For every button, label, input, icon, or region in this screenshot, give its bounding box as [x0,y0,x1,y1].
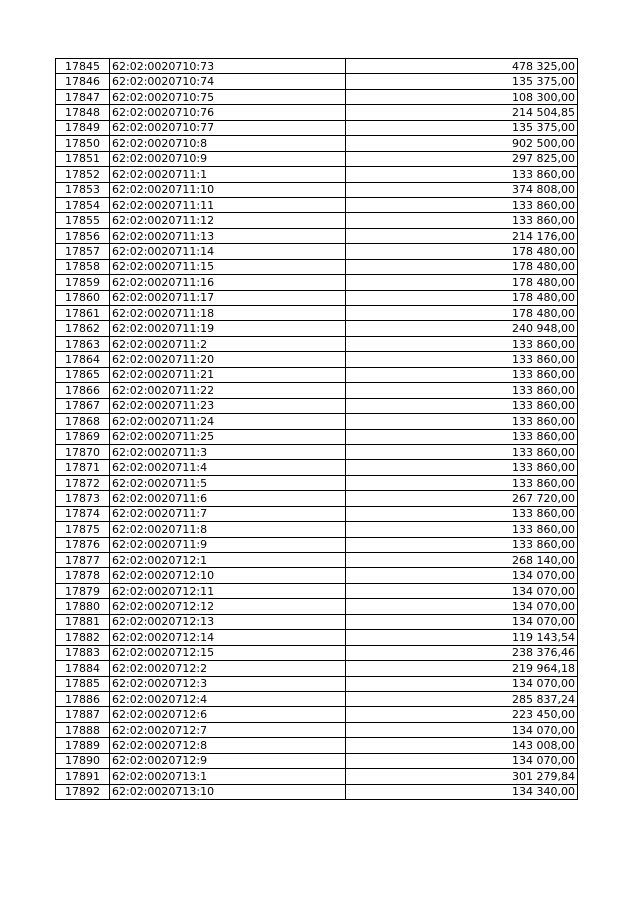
table-row [56,676,578,691]
row-number-cell: 17877 [56,553,110,568]
table-row [56,367,578,382]
cadastral-value-cell: 297 825,00 [346,151,578,166]
cadastral-value-cell: 178 480,00 [346,275,578,290]
cadastral-number-cell: 62:02:0020711:7 [110,506,346,521]
cadastral-number-cell: 62:02:0020711:25 [110,429,346,444]
cadastral-number-cell: 62:02:0020711:20 [110,352,346,367]
cadastral-value-cell: 133 860,00 [346,506,578,521]
table-row [56,244,578,259]
cadastral-number-cell: 62:02:0020711:19 [110,321,346,336]
cadastral-number-cell: 62:02:0020710:77 [110,120,346,135]
table-row [56,460,578,475]
cadastral-number-cell: 62:02:0020711:12 [110,213,346,228]
row-number-cell: 17872 [56,475,110,490]
row-number-cell: 17892 [56,784,110,799]
row-number-cell: 17882 [56,630,110,645]
cadastral-value-cell: 134 070,00 [346,568,578,583]
cadastral-value-cell: 133 860,00 [346,398,578,413]
table-row [56,228,578,243]
cadastral-value-cell: 133 860,00 [346,460,578,475]
row-number-cell: 17890 [56,753,110,768]
cadastral-number-cell: 62:02:0020713:10 [110,784,346,799]
row-number-cell: 17845 [56,59,110,74]
row-number-cell: 17850 [56,136,110,151]
cadastral-number-cell: 62:02:0020711:4 [110,460,346,475]
table-row [56,491,578,506]
cadastral-value-cell: 108 300,00 [346,89,578,104]
cadastral-value-cell: 133 860,00 [346,537,578,552]
cadastral-value-cell: 178 480,00 [346,290,578,305]
row-number-cell: 17864 [56,352,110,367]
table-row [56,769,578,784]
cadastral-number-cell: 62:02:0020712:6 [110,707,346,722]
row-number-cell: 17869 [56,429,110,444]
cadastral-value-cell: 134 070,00 [346,614,578,629]
table-row [56,722,578,737]
cadastral-number-cell: 62:02:0020711:18 [110,306,346,321]
cadastral-number-cell: 62:02:0020711:1 [110,167,346,182]
table-row [56,259,578,274]
row-number-cell: 17884 [56,661,110,676]
cadastral-number-cell: 62:02:0020710:74 [110,74,346,89]
cadastral-value-cell: 135 375,00 [346,74,578,89]
cadastral-number-cell: 62:02:0020712:14 [110,630,346,645]
table-row [56,136,578,151]
cadastral-number-cell: 62:02:0020711:22 [110,383,346,398]
row-number-cell: 17855 [56,213,110,228]
row-number-cell: 17868 [56,414,110,429]
table-row [56,290,578,305]
cadastral-value-cell: 133 860,00 [346,367,578,382]
cadastral-value-cell: 240 948,00 [346,321,578,336]
table-row [56,120,578,135]
cadastral-value-cell: 133 860,00 [346,197,578,212]
table-row [56,414,578,429]
row-number-cell: 17883 [56,645,110,660]
table-row [56,614,578,629]
cadastral-value-cell: 135 375,00 [346,120,578,135]
table-row [56,151,578,166]
table-row [56,599,578,614]
cadastral-number-cell: 62:02:0020711:16 [110,275,346,290]
cadastral-number-cell: 62:02:0020711:17 [110,290,346,305]
row-number-cell: 17887 [56,707,110,722]
row-number-cell: 17847 [56,89,110,104]
cadastral-number-cell: 62:02:0020712:11 [110,583,346,598]
table-row [56,306,578,321]
cadastral-value-cell: 285 837,24 [346,691,578,706]
table-row [56,336,578,351]
row-number-cell: 17854 [56,197,110,212]
cadastral-value-cell: 119 143,54 [346,630,578,645]
cadastral-value-cell: 133 860,00 [346,352,578,367]
row-number-cell: 17881 [56,614,110,629]
row-number-cell: 17876 [56,537,110,552]
table-row [56,383,578,398]
cadastral-number-cell: 62:02:0020711:5 [110,475,346,490]
table-row [56,522,578,537]
cadastral-number-cell: 62:02:0020712:7 [110,722,346,737]
row-number-cell: 17856 [56,228,110,243]
cadastral-number-cell: 62:02:0020711:8 [110,522,346,537]
row-number-cell: 17870 [56,444,110,459]
cadastral-number-cell: 62:02:0020712:13 [110,614,346,629]
cadastral-value-cell: 214 504,85 [346,105,578,120]
cadastral-value-table [55,58,578,800]
cadastral-value-cell: 133 860,00 [346,213,578,228]
table-row [56,105,578,120]
cadastral-number-cell: 62:02:0020711:24 [110,414,346,429]
cadastral-number-cell: 62:02:0020712:8 [110,738,346,753]
table-row [56,475,578,490]
table-row [56,738,578,753]
row-number-cell: 17846 [56,74,110,89]
cadastral-value-cell: 301 279,84 [346,769,578,784]
row-number-cell: 17862 [56,321,110,336]
row-number-cell: 17878 [56,568,110,583]
cadastral-number-cell: 62:02:0020712:10 [110,568,346,583]
cadastral-value-cell: 178 480,00 [346,306,578,321]
table-row [56,691,578,706]
cadastral-number-cell: 62:02:0020711:21 [110,367,346,382]
row-number-cell: 17873 [56,491,110,506]
table-row [56,275,578,290]
table-row [56,753,578,768]
cadastral-value-cell: 134 070,00 [346,676,578,691]
table-row [56,89,578,104]
cadastral-value-cell: 134 340,00 [346,784,578,799]
cadastral-number-cell: 62:02:0020711:6 [110,491,346,506]
table-row [56,59,578,74]
cadastral-value-cell: 178 480,00 [346,259,578,274]
cadastral-number-cell: 62:02:0020711:14 [110,244,346,259]
cadastral-value-cell: 134 070,00 [346,599,578,614]
cadastral-value-cell: 267 720,00 [346,491,578,506]
row-number-cell: 17889 [56,738,110,753]
cadastral-number-cell: 62:02:0020711:11 [110,197,346,212]
cadastral-value-cell: 268 140,00 [346,553,578,568]
cadastral-number-cell: 62:02:0020711:13 [110,228,346,243]
table-row [56,321,578,336]
row-number-cell: 17885 [56,676,110,691]
cadastral-number-cell: 62:02:0020711:23 [110,398,346,413]
row-number-cell: 17853 [56,182,110,197]
cadastral-value-cell: 238 376,46 [346,645,578,660]
table-row [56,182,578,197]
row-number-cell: 17867 [56,398,110,413]
cadastral-number-cell: 62:02:0020712:2 [110,661,346,676]
cadastral-value-cell: 902 500,00 [346,136,578,151]
cadastral-value-cell: 133 860,00 [346,444,578,459]
row-number-cell: 17865 [56,367,110,382]
row-number-cell: 17857 [56,244,110,259]
table-row [56,707,578,722]
row-number-cell: 17848 [56,105,110,120]
row-number-cell: 17875 [56,522,110,537]
table-row [56,398,578,413]
cadastral-number-cell: 62:02:0020711:9 [110,537,346,552]
table-row [56,74,578,89]
cadastral-value-cell: 219 964,18 [346,661,578,676]
table-row [56,167,578,182]
cadastral-number-cell: 62:02:0020710:9 [110,151,346,166]
table-row [56,583,578,598]
row-number-cell: 17871 [56,460,110,475]
table-row [56,429,578,444]
cadastral-number-cell: 62:02:0020713:1 [110,769,346,784]
cadastral-value-cell: 133 860,00 [346,414,578,429]
table-row [56,568,578,583]
cadastral-number-cell: 62:02:0020711:3 [110,444,346,459]
cadastral-value-cell: 133 860,00 [346,167,578,182]
row-number-cell: 17886 [56,691,110,706]
cadastral-value-cell: 134 070,00 [346,583,578,598]
cadastral-value-cell: 214 176,00 [346,228,578,243]
row-number-cell: 17860 [56,290,110,305]
cadastral-number-cell: 62:02:0020710:8 [110,136,346,151]
row-number-cell: 17891 [56,769,110,784]
row-number-cell: 17879 [56,583,110,598]
cadastral-number-cell: 62:02:0020711:15 [110,259,346,274]
row-number-cell: 17888 [56,722,110,737]
cadastral-value-cell: 133 860,00 [346,475,578,490]
cadastral-value-cell: 178 480,00 [346,244,578,259]
cadastral-number-cell: 62:02:0020711:10 [110,182,346,197]
cadastral-value-cell: 133 860,00 [346,522,578,537]
table-row [56,213,578,228]
cadastral-value-cell: 134 070,00 [346,753,578,768]
cadastral-value-cell: 133 860,00 [346,336,578,351]
table-row [56,645,578,660]
row-number-cell: 17866 [56,383,110,398]
row-number-cell: 17851 [56,151,110,166]
row-number-cell: 17859 [56,275,110,290]
cadastral-number-cell: 62:02:0020712:9 [110,753,346,768]
table-row [56,537,578,552]
row-number-cell: 17849 [56,120,110,135]
table-row [56,630,578,645]
row-number-cell: 17852 [56,167,110,182]
row-number-cell: 17858 [56,259,110,274]
table-body [56,59,578,800]
table-row [56,197,578,212]
cadastral-value-cell: 133 860,00 [346,429,578,444]
cadastral-number-cell: 62:02:0020712:12 [110,599,346,614]
cadastral-value-cell: 223 450,00 [346,707,578,722]
table-row [56,784,578,799]
cadastral-number-cell: 62:02:0020710:73 [110,59,346,74]
cadastral-number-cell: 62:02:0020712:4 [110,691,346,706]
cadastral-value-cell: 478 325,00 [346,59,578,74]
table-row [56,553,578,568]
cadastral-value-cell: 143 008,00 [346,738,578,753]
row-number-cell: 17874 [56,506,110,521]
cadastral-value-cell: 134 070,00 [346,722,578,737]
cadastral-number-cell: 62:02:0020710:75 [110,89,346,104]
row-number-cell: 17880 [56,599,110,614]
table-row [56,444,578,459]
cadastral-number-cell: 62:02:0020712:3 [110,676,346,691]
table-row [56,506,578,521]
cadastral-value-cell: 133 860,00 [346,383,578,398]
cadastral-number-cell: 62:02:0020710:76 [110,105,346,120]
row-number-cell: 17861 [56,306,110,321]
row-number-cell: 17863 [56,336,110,351]
table-row [56,661,578,676]
cadastral-number-cell: 62:02:0020711:2 [110,336,346,351]
cadastral-number-cell: 62:02:0020712:15 [110,645,346,660]
cadastral-value-cell: 374 808,00 [346,182,578,197]
cadastral-number-cell: 62:02:0020712:1 [110,553,346,568]
table-row [56,352,578,367]
